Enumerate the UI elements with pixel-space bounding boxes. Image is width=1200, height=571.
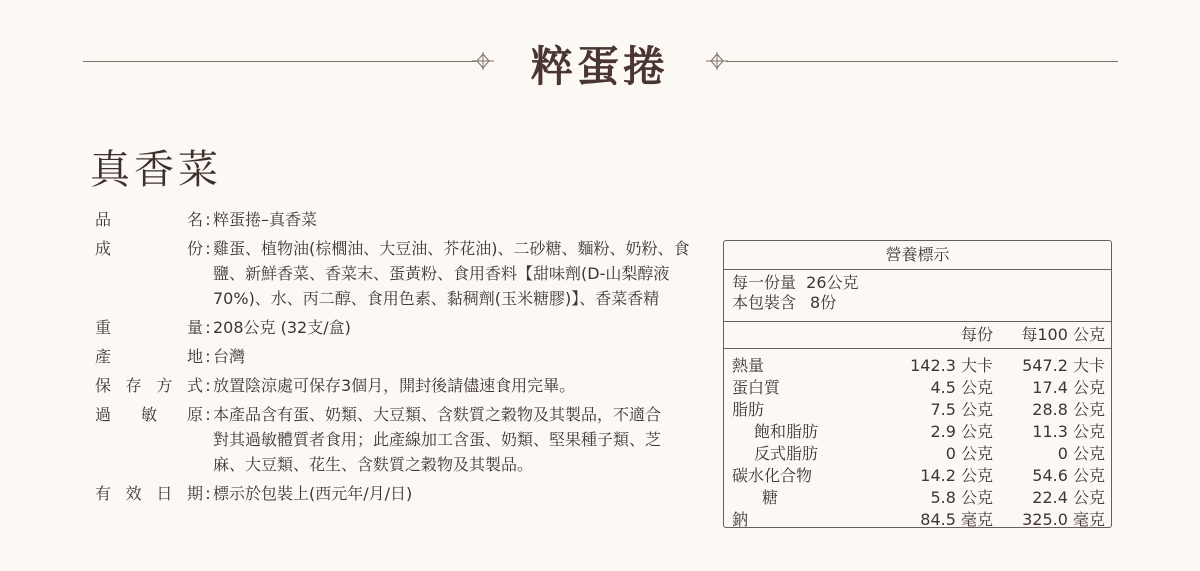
info-label [95, 315, 203, 340]
info-value: 208公克 (32支/盒) [213, 318, 351, 337]
info-value: 雞蛋、植物油(棕櫚油、大豆油、芥花油)、二砂糖、麵粉、奶粉、食 [213, 239, 690, 258]
nutrient-per-serving: 7.5 公克 [930, 400, 993, 419]
info-row [95, 402, 695, 427]
info-label [95, 236, 203, 261]
info-label-char: 方 [156, 376, 173, 395]
product-flavor-title: 真香菜 [90, 147, 222, 193]
info-row [95, 286, 695, 311]
info-row [95, 481, 695, 506]
info-value: 粹蛋捲–真香菜 [213, 210, 318, 229]
product-info-list [95, 207, 695, 506]
nutrient-per-100g: 0 公克 [1057, 444, 1105, 463]
info-row [95, 427, 695, 452]
nutrient-per-serving: 0 公克 [945, 444, 993, 463]
info-colon: : [205, 318, 211, 337]
info-colon [203, 286, 213, 311]
nutrient-per-serving: 84.5 毫克 [920, 510, 993, 529]
info-label [95, 452, 203, 477]
nutrient-per-serving: 2.9 公克 [930, 422, 993, 441]
info-value: 70%)、水、丙二醇、食用色素、黏稠劑(玉米糖膠)】、香菜香精 [213, 289, 660, 308]
nutrition-facts-table [723, 240, 1112, 528]
nutrient-name: 飽和脂肪 [754, 422, 819, 441]
nutrient-name: 糖 [762, 488, 779, 507]
page-title: 粹蛋捲 [530, 42, 669, 91]
header-rule-left [83, 61, 476, 62]
info-colon [203, 261, 213, 286]
nutrition-row [724, 355, 1111, 377]
info-label [95, 207, 203, 232]
nutrition-rows [724, 349, 1111, 531]
info-label-char: 品 [95, 210, 112, 229]
info-label [95, 373, 203, 398]
nutrient-per-100g: 28.8 公克 [1032, 400, 1105, 419]
info-label-char: 重 [95, 318, 112, 337]
info-label-char: 有 [95, 484, 112, 503]
nutrient-name: 鈉 [732, 510, 749, 529]
nutrition-row [724, 377, 1111, 399]
column-per-100g: 每100 公克 [1021, 325, 1105, 344]
info-colon [203, 452, 213, 477]
nutrition-title: 營養標示 [724, 241, 1111, 270]
header-rule-right [726, 61, 1118, 62]
nutrition-column-header [724, 322, 1111, 349]
nutrition-row [724, 509, 1111, 531]
info-label [95, 402, 203, 427]
nutrient-per-serving: 14.2 公克 [920, 466, 993, 485]
info-colon [203, 427, 213, 452]
nutrient-per-serving: 5.8 公克 [930, 488, 993, 507]
column-per-serving: 每份 [960, 325, 993, 344]
info-label-char: 原 [186, 405, 203, 424]
info-row [95, 261, 695, 286]
info-value: 本產品含有蛋、奶類、大豆類、含麩質之穀物及其製品，不適合 [213, 405, 662, 424]
nutrition-row [724, 443, 1111, 465]
nutrient-name: 蛋白質 [732, 378, 781, 397]
info-label-char: 份 [186, 239, 203, 258]
info-value: 對其過敏體質者食用；此產線加工含蛋、奶類、堅果種子類、芝 [213, 430, 662, 449]
info-label-char: 敏 [140, 405, 157, 424]
info-label [95, 344, 203, 369]
nutrient-name: 脂肪 [732, 400, 765, 419]
info-label-char: 效 [125, 484, 142, 503]
serving-size: 每一份量 26公克 [732, 273, 859, 292]
info-label [95, 481, 203, 506]
info-colon: : [205, 239, 211, 258]
diamond-ornament-icon [472, 50, 494, 72]
info-value: 麻、大豆類、花生、含麩質之穀物及其製品。 [213, 455, 534, 474]
servings-per-pack [732, 293, 1103, 313]
nutrient-per-100g: 325.0 毫克 [1022, 510, 1105, 529]
info-label-char: 地 [186, 347, 203, 366]
nutrient-per-serving: 4.5 公克 [930, 378, 993, 397]
info-colon: : [205, 484, 211, 503]
info-colon: : [205, 405, 211, 424]
nutrition-row [724, 465, 1111, 487]
info-label [95, 427, 203, 452]
info-label-char: 成 [95, 239, 112, 258]
info-label [95, 261, 203, 286]
info-value: 標示於包裝上(西元年/月/日) [213, 484, 413, 503]
info-value: 台灣 [213, 347, 246, 366]
info-label-char: 產 [95, 347, 112, 366]
nutrient-per-100g: 11.3 公克 [1032, 422, 1105, 441]
info-label-char: 保 [95, 376, 112, 395]
info-label-char: 過 [95, 405, 112, 424]
nutrient-name: 反式脂肪 [754, 444, 819, 463]
nutrition-row [724, 421, 1111, 443]
info-row [95, 207, 695, 232]
info-label [95, 286, 203, 311]
nutrition-row [724, 399, 1111, 421]
serving-info [724, 270, 1111, 322]
info-label-char: 式 [186, 376, 203, 395]
info-label-char: 期 [186, 484, 203, 503]
info-label-char: 量 [186, 318, 203, 337]
servings-label: 本包裝含 [732, 293, 797, 312]
info-colon: : [205, 347, 211, 366]
info-colon: : [205, 376, 211, 395]
info-value: 鹽、新鮮香菜、香菜末、蛋黃粉、食用香料【甜味劑(D-山梨醇液 [213, 264, 670, 283]
info-label-char: 名 [186, 210, 203, 229]
servings-value: 8份 [810, 293, 837, 312]
nutrient-per-100g: 22.4 公克 [1032, 488, 1105, 507]
info-row [95, 452, 695, 477]
info-colon: : [205, 210, 211, 229]
info-row [95, 315, 695, 340]
nutrient-name: 碳水化合物 [732, 466, 813, 485]
nutrient-per-serving: 142.3 大卡 [910, 356, 993, 375]
nutrient-per-100g: 547.2 大卡 [1022, 356, 1105, 375]
info-row [95, 344, 695, 369]
info-value: 放置陰涼處可保存3個月，開封後請儘速食用完畢。 [213, 376, 576, 395]
nutrition-row [724, 487, 1111, 509]
nutrient-per-100g: 17.4 公克 [1032, 378, 1105, 397]
diamond-ornament-icon [706, 50, 728, 72]
nutrient-name: 熱量 [732, 356, 765, 375]
nutrient-per-100g: 54.6 公克 [1032, 466, 1105, 485]
info-row [95, 236, 695, 261]
info-label-char: 存 [125, 376, 142, 395]
info-row [95, 373, 695, 398]
info-label-char: 日 [156, 484, 173, 503]
